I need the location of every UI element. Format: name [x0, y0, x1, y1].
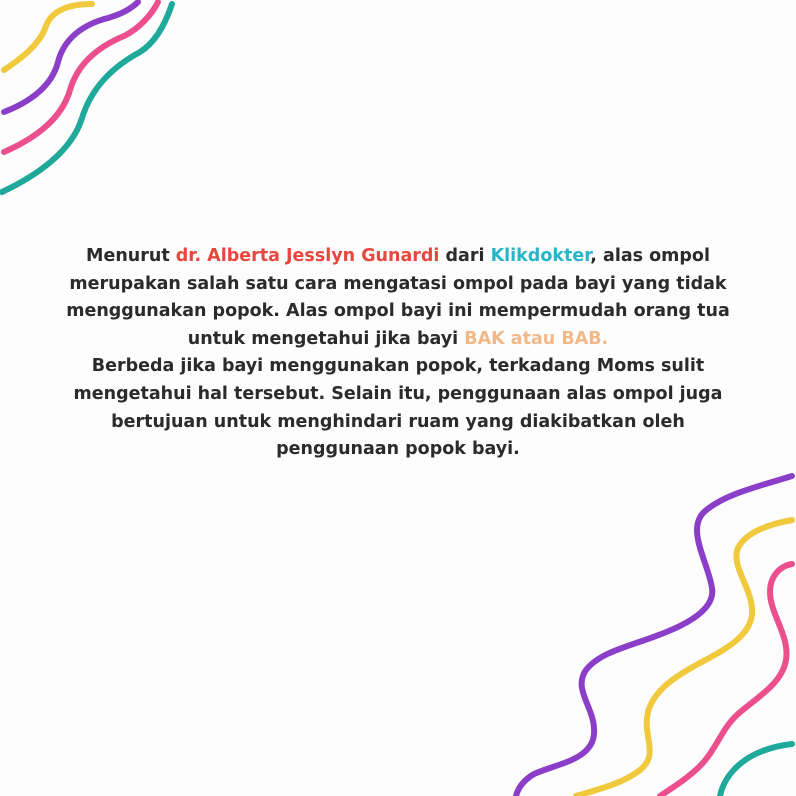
bottom-right-pink-wave — [660, 564, 792, 796]
paragraph-2: Berbeda jika bayi menggunakan popok, terkadang Moms sulit mengetahui hal tersebut. Selain itu, penggunaan alas ompol juga bertujuan untuk menghindari ruam yang diakibatkan oleh penggunaan popok bayi. — [73, 356, 723, 460]
paragraph-1-body: , alas ompol merupakan salah satu cara mengatasi ompol pada bayi yang tidak menggunakan popok. Alas ompol bayi ini mempermudah orang tua untuk mengetahui jika bayi — [66, 246, 730, 349]
source-name: Klikdokter — [490, 246, 591, 266]
top-left-pink-wave — [4, 2, 158, 152]
from-text: dari — [439, 246, 491, 266]
doctor-name: dr. Alberta Jesslyn Gunardi — [175, 246, 440, 266]
highlight-text: BAK atau BAB. — [464, 328, 609, 349]
post-body — [60, 243, 736, 464]
bottom-right-teal-wave — [720, 744, 792, 796]
paragraph-1 — [60, 243, 736, 353]
bottom-right-purple-wave — [516, 476, 792, 796]
top-left-yellow-wave — [4, 4, 92, 70]
intro-text: Menurut — [86, 246, 176, 266]
